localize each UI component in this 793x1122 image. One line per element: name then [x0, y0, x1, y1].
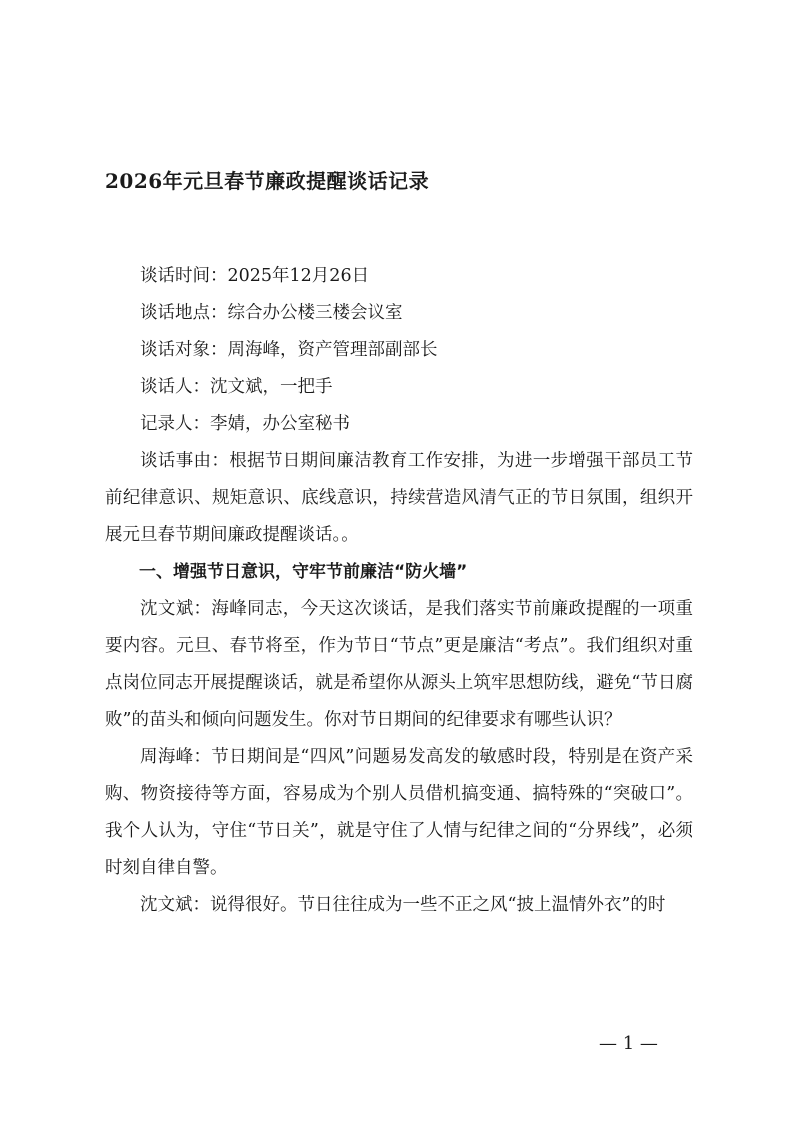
meta-subject: 谈话对象：周海峰，资产管理部副部长: [140, 340, 438, 360]
meta-speaker: 谈话人：沈文斌，一把手: [140, 377, 333, 397]
document-body: [105, 258, 693, 924]
meta-recorder: 记录人：李婧，办公室秘书: [140, 414, 350, 434]
page-number: — 1 —: [599, 1033, 658, 1054]
dialogue-paragraph: 沈文斌：说得很好。节日往往成为一些不正之风“披上温情外衣”的时: [140, 895, 666, 915]
section-heading: 一、增强节日意识，守牢节前廉洁“防火墙”: [139, 562, 468, 582]
dialogue-paragraph: 沈文斌：海峰同志，今天这次谈话，是我们落实节前廉政提醒的一项重要内容。元旦、春节将至，作为节日“节点”更是廉洁“考点”。我们组织对重点岗位同志开展提醒谈话，就是希望你从源头上筑牢思想防线，避免“节日腐败”的苗头和倾向问题发生。你对节日期间的纪律要求有哪些认识？: [105, 599, 693, 730]
reason-paragraph: 谈话事由：根据节日期间廉洁教育工作安排，为进一步增强干部员工节前纪律意识、规矩意识、底线意识，持续营造风清气正的节日氛围，组织开展元旦春节期间廉政提醒谈话。。: [105, 451, 693, 545]
meta-location: 谈话地点：综合办公楼三楼会议室: [140, 303, 403, 323]
meta-time: 谈话时间：2025年12月26日: [140, 266, 370, 286]
dialogue-paragraph: 周海峰：节日期间是“四风”问题易发高发的敏感时段，特别是在资产采购、物资接待等方面，容易成为个别人员借机搞变通、搞特殊的“突破口”。我个人认为，守住“节日关”，就是守住了人情与纪律之间的“分界线”，必须时刻自律自警。: [105, 747, 693, 878]
document-title: 2026年元旦春节廉政提醒谈话记录: [105, 169, 430, 193]
